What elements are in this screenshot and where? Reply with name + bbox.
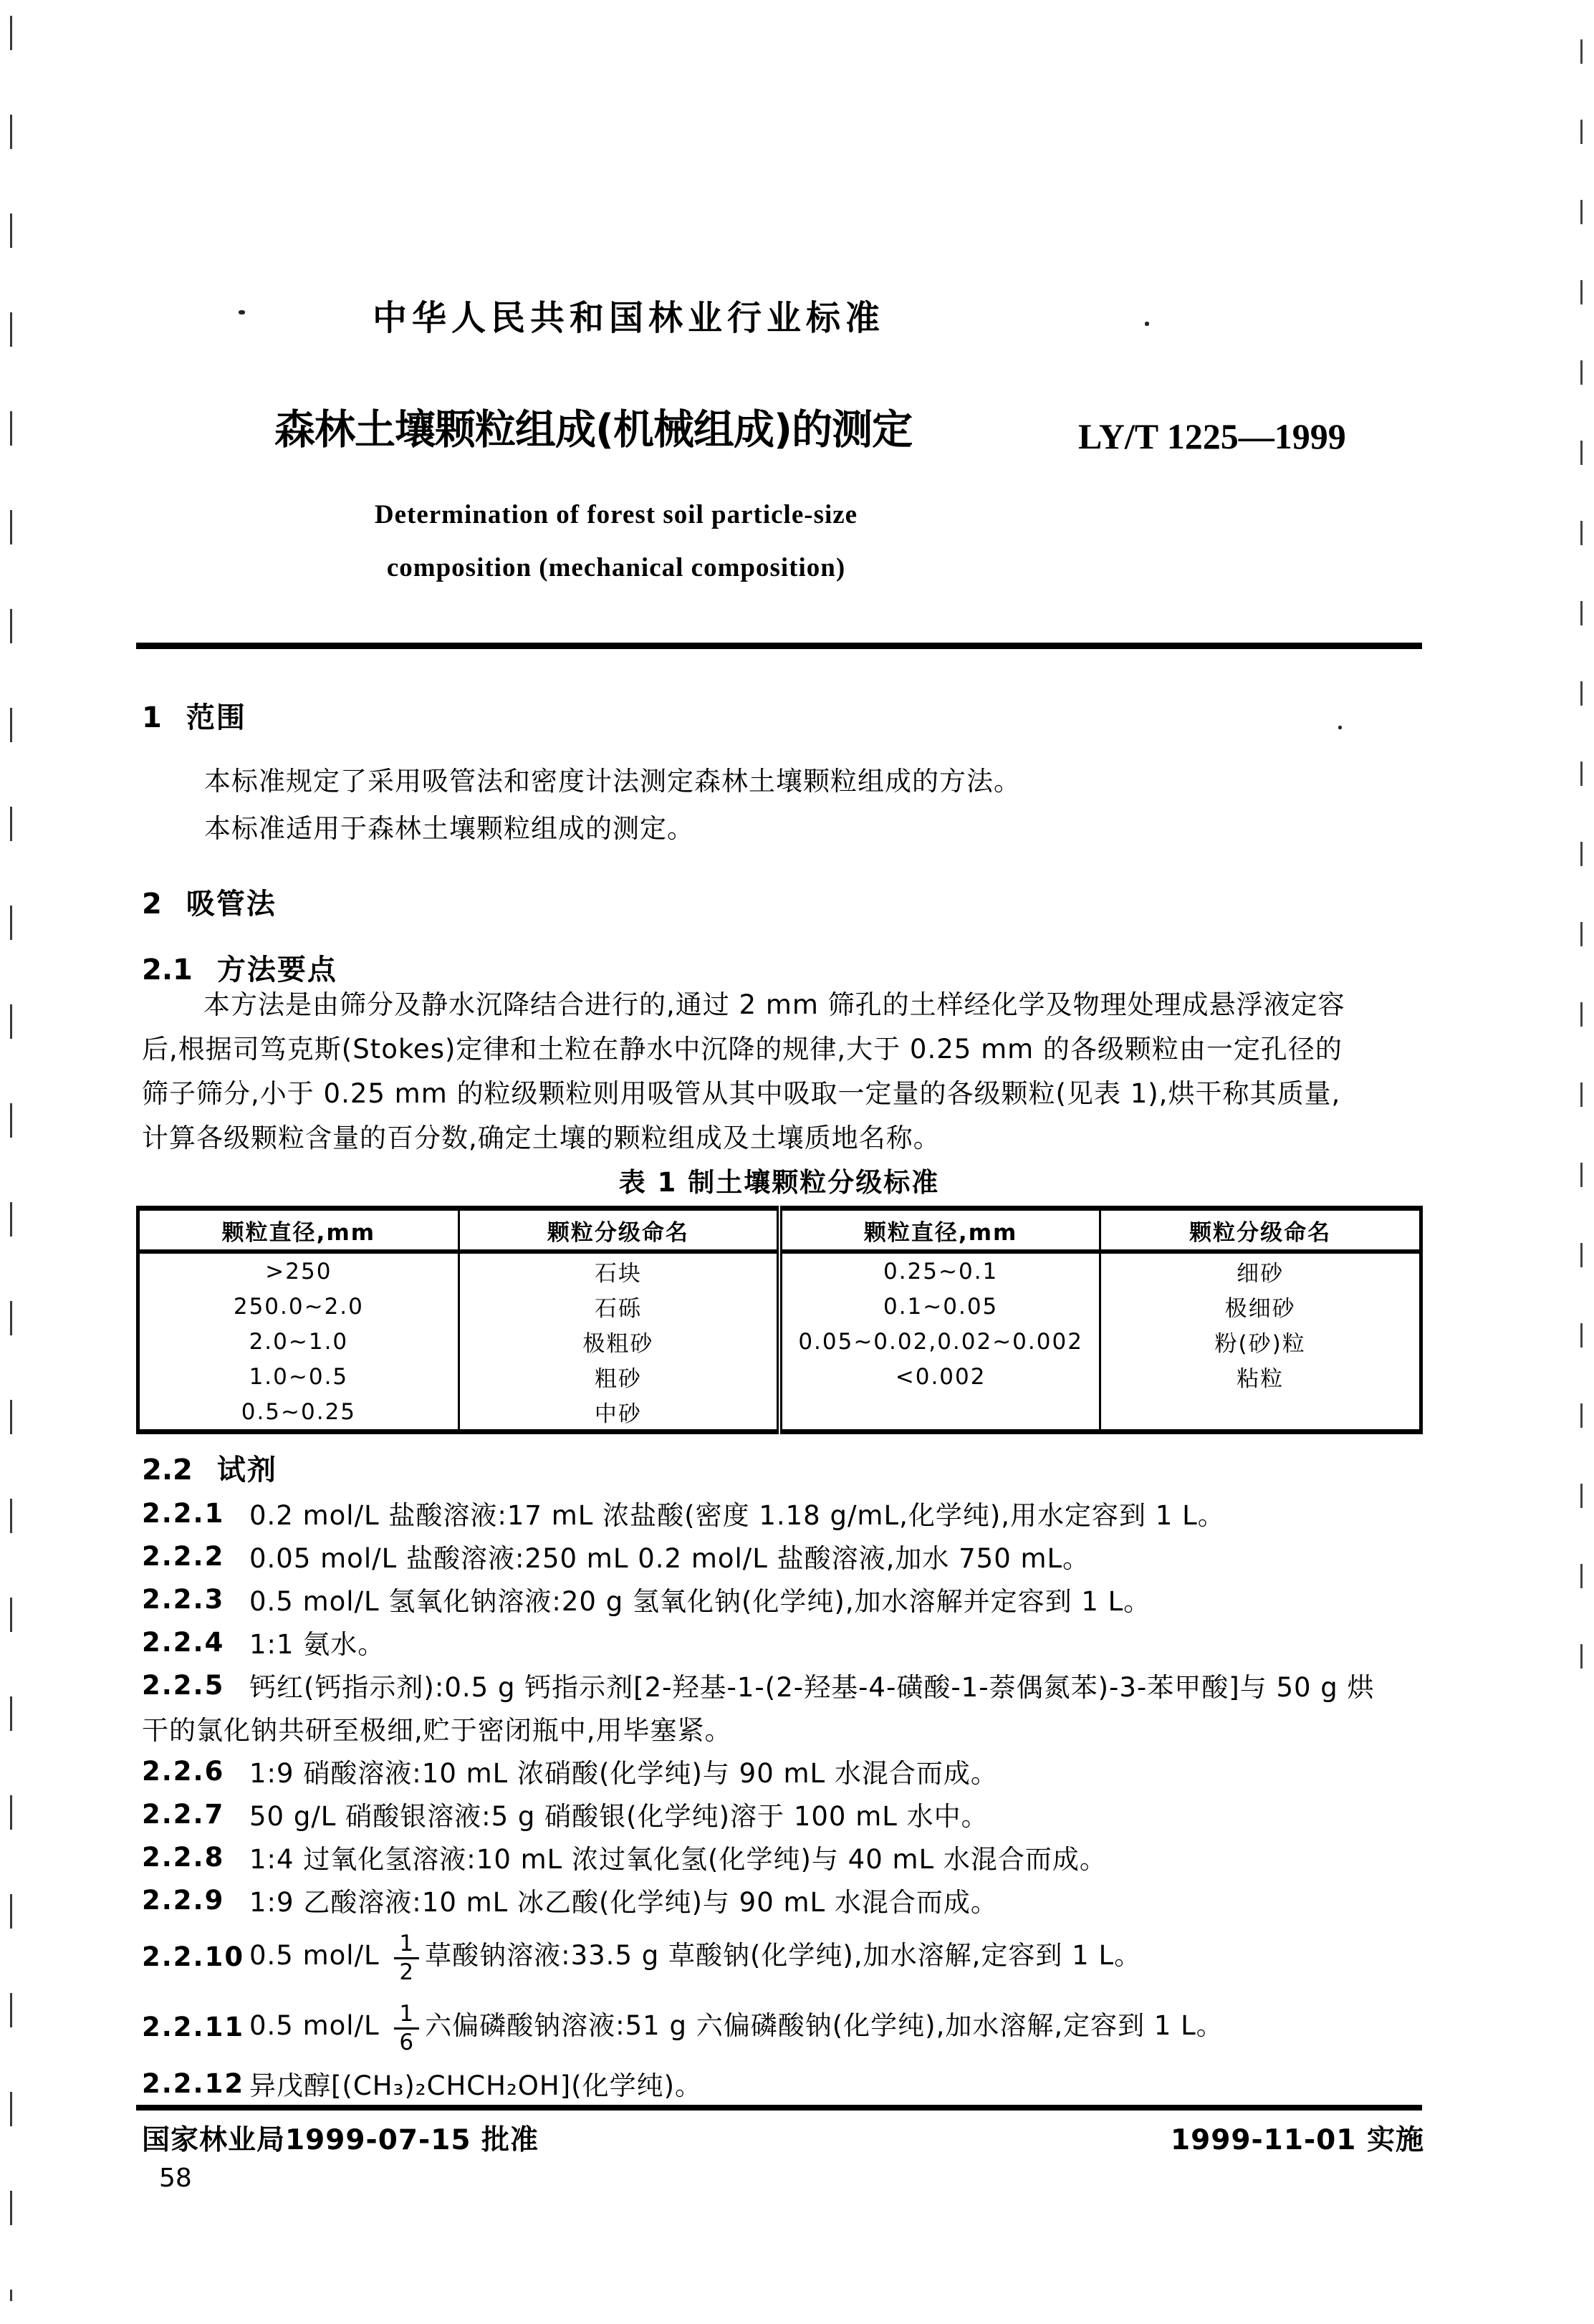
table-cell: 250.0~2.0 (233, 1293, 364, 1320)
standard-class-heading: 中华人民共和国林业行业标准 (373, 298, 885, 338)
paragraph-line: 本标准规定了采用吸管法和密度计法测定森林土壤颗粒组成的方法。 (204, 766, 1021, 797)
reagent-number: 2.2.10 (142, 1941, 245, 1972)
reagent-number: 2.2.8 (142, 1841, 225, 1873)
reagent-number: 2.2.1 (142, 1497, 225, 1529)
table-cell: 0.1~0.05 (779, 1289, 1100, 1324)
scan-speck (1145, 322, 1149, 326)
table-cell: 粗砂 (458, 1359, 779, 1394)
table-row (138, 1394, 1421, 1432)
reagent-item (142, 1663, 1442, 1706)
table1-header-row (138, 1209, 1421, 1252)
fraction-numerator: 1 (394, 1933, 419, 1959)
table-cell: 粘粒 (1100, 1359, 1421, 1394)
english-title (287, 489, 946, 595)
section-2-1-heading (142, 947, 337, 988)
paragraph-line: 筛子筛分,小于 0.25 mm 的粒级颗粒则用吸管从其中吸取一定量的各级颗粒(见表 1),烘干称其质量, (142, 1078, 1341, 1109)
fraction-numerator: 1 (394, 2003, 419, 2030)
reagent-number: 2.2.3 (142, 1583, 225, 1615)
reagent-item (142, 1749, 1442, 1792)
section-title: 范围 (186, 701, 246, 734)
table-cell: 石块 (458, 1252, 779, 1289)
reagent-number: 2.2.7 (142, 1798, 225, 1830)
english-title-line1: Determination of forest soil particle-size (374, 500, 858, 529)
approval-note: 国家林业局1999-07-15 批准 (142, 2124, 539, 2156)
scan-edge-left-artifact (10, 16, 12, 2301)
table-cell: 0.25~0.1 (779, 1252, 1100, 1289)
table-cell: 中砂 (458, 1394, 779, 1432)
table-row (138, 1289, 1421, 1324)
section-2-2-heading (142, 1447, 277, 1488)
reagent-text: 0.5 mol/L $\frac{1}{6}$ 六偏磷酸钠溶液:51 g 六偏磷酸钠(化学纯),加水溶解,定容到 1 L。 (249, 2000, 1224, 2055)
reagent-item (142, 1878, 1442, 1921)
horizontal-rule-bottom (136, 2105, 1422, 2111)
paragraph-line: 本方法是由筛分及静水沉降结合进行的,通过 2 mm 筛孔的土样经化学及物理处理成悬浮液定容 (203, 989, 1345, 1020)
standard-number: LY/T 1225—1999 (1078, 416, 1346, 456)
table1-body (138, 1252, 1421, 1432)
table-cell: >250 (265, 1258, 332, 1285)
table-row (138, 1359, 1421, 1394)
reagent-item (142, 1792, 1442, 1835)
section-2-heading (142, 881, 277, 922)
section-title: 方法要点 (216, 954, 337, 986)
english-title-line2: composition (mechanical composition) (386, 553, 846, 582)
fraction-denominator: 2 (399, 1959, 415, 1985)
reagent-item (142, 1578, 1442, 1620)
fraction-denominator: 6 (399, 2029, 415, 2055)
reagent-text: 1:9 硝酸溶液:10 mL 浓硝酸(化学纯)与 90 mL 水混合而成。 (249, 1758, 998, 1789)
table-cell: 粉(砂)粒 (1100, 1324, 1421, 1359)
table-row (138, 1252, 1421, 1289)
paragraph-line: 本标准适用于森林土壤颗粒组成的测定。 (204, 813, 694, 844)
scan-speck (239, 310, 245, 314)
reagent-text: 1:1 氨水。 (249, 1629, 385, 1660)
scan-edge-right-artifact (1580, 39, 1583, 1687)
table-cell: 1.0~0.5 (249, 1363, 349, 1390)
table-cell (1100, 1394, 1421, 1432)
reagent-number: 2.2.6 (142, 1755, 225, 1787)
table-header-cell: 颗粒直径,mm (221, 1219, 376, 1246)
table-header-cell: 颗粒直径,mm (779, 1209, 1100, 1252)
reagent-item (142, 1492, 1442, 1535)
document-title: 森林土壤颗粒组成(机械组成)的测定 (274, 406, 913, 453)
table-cell: <0.002 (779, 1359, 1100, 1394)
section-number: 2.1 (142, 954, 193, 986)
table1-particle-size (136, 1206, 1423, 1434)
fraction (394, 2000, 419, 2055)
reagent-item (142, 2062, 1442, 2105)
reagent-number: 2.2.4 (142, 1626, 225, 1658)
table-cell: 石砾 (458, 1289, 779, 1324)
reagent-number: 2.2.12 (142, 2068, 245, 2099)
section-number: 2 (142, 888, 162, 921)
reagent-number: 2.2.5 (142, 1669, 225, 1701)
table1-caption: 表 1 制土壤颗粒分级标准 (618, 1167, 940, 1198)
reagent-number: 2.2.11 (142, 2011, 245, 2042)
reagent-text: 1:4 过氧化氢溶液:10 mL 浓过氧化氢(化学纯)与 40 mL 水混合而成。 (249, 1844, 1107, 1875)
reagent-continuation: 干的氯化钠共研至极细,贮于密闭瓶中,用毕塞紧。 (142, 1715, 732, 1746)
reagent-item (142, 1620, 1442, 1663)
section-1-heading (142, 695, 246, 736)
reagent-item (142, 1535, 1442, 1578)
implementation-note: 1999-11-01 实施 (1170, 2124, 1424, 2156)
table-cell: 细砂 (1100, 1252, 1421, 1289)
table-cell: 极细砂 (1100, 1289, 1421, 1324)
table-cell: 2.0~1.0 (249, 1328, 349, 1355)
table-cell: 0.05~0.02,0.02~0.002 (779, 1324, 1100, 1359)
table-header-cell: 颗粒分级命名 (1100, 1209, 1421, 1252)
scope-paragraphs (204, 758, 1021, 853)
scan-speck (1338, 726, 1342, 729)
reagent-item (142, 1992, 1442, 2062)
table-header-cell: 颗粒分级命名 (458, 1209, 779, 1252)
table-cell: 0.5~0.25 (241, 1398, 357, 1425)
table-cell (779, 1394, 1100, 1432)
section-title: 吸管法 (186, 888, 277, 921)
fraction (394, 1930, 419, 1985)
reagent-text: 0.2 mol/L 盐酸溶液:17 mL 浓盐酸(密度 1.18 g/mL,化学纯),用水定容到 1 L。 (249, 1500, 1225, 1531)
page-number: 58 (159, 2164, 192, 2193)
table-cell: 极粗砂 (458, 1324, 779, 1359)
paragraph-line: 计算各级颗粒含量的百分数,确定土壤的颗粒组成及土壤质地名称。 (142, 1123, 941, 1153)
section-number: 1 (142, 701, 162, 734)
reagent-text: 0.5 mol/L $\frac{1}{2}$ 草酸钠溶液:33.5 g 草酸钠(化学纯),加水溶解,定容到 1 L。 (249, 1930, 1142, 1985)
section-number: 2.2 (142, 1454, 193, 1487)
reagent-item (142, 1921, 1442, 1992)
reagent-number: 2.2.2 (142, 1540, 225, 1572)
reagent-text: 0.5 mol/L 氢氧化钠溶液:20 g 氢氧化钠(化学纯),加水溶解并定容到 1 L。 (249, 1586, 1151, 1617)
reagent-text: 50 g/L 硝酸银溶液:5 g 硝酸银(化学纯)溶于 100 mL 水中。 (249, 1801, 989, 1832)
method-paragraphs (142, 983, 1345, 1161)
reagent-text: 1:9 乙酸溶液:10 mL 冰乙酸(化学纯)与 90 mL 水混合而成。 (249, 1887, 998, 1918)
reagent-text: 钙红(钙指示剂):0.5 g 钙指示剂[2-羟基-1-(2-羟基-4-磺酸-1-萘偶氮苯)-3-苯甲酸]与 50 g 烘 (249, 1672, 1375, 1703)
reagents-list (142, 1492, 1442, 2105)
horizontal-rule-top (136, 643, 1422, 649)
paragraph-line: 后,根据司笃克斯(Stokes)定律和土粒在静水中沉降的规律,大于 0.25 mm 的各级颗粒由一定孔径的 (142, 1034, 1343, 1065)
reagent-number: 2.2.9 (142, 1884, 225, 1916)
reagent-text: 0.05 mol/L 盐酸溶液:250 mL 0.2 mol/L 盐酸溶液,加水 750 mL。 (249, 1543, 1090, 1574)
section-title: 试剂 (216, 1454, 277, 1487)
table-row (138, 1324, 1421, 1359)
reagent-text: 异戊醇[(CH₃)₂CHCH₂OH](化学纯)。 (249, 2070, 703, 2101)
reagent-item (142, 1835, 1442, 1878)
